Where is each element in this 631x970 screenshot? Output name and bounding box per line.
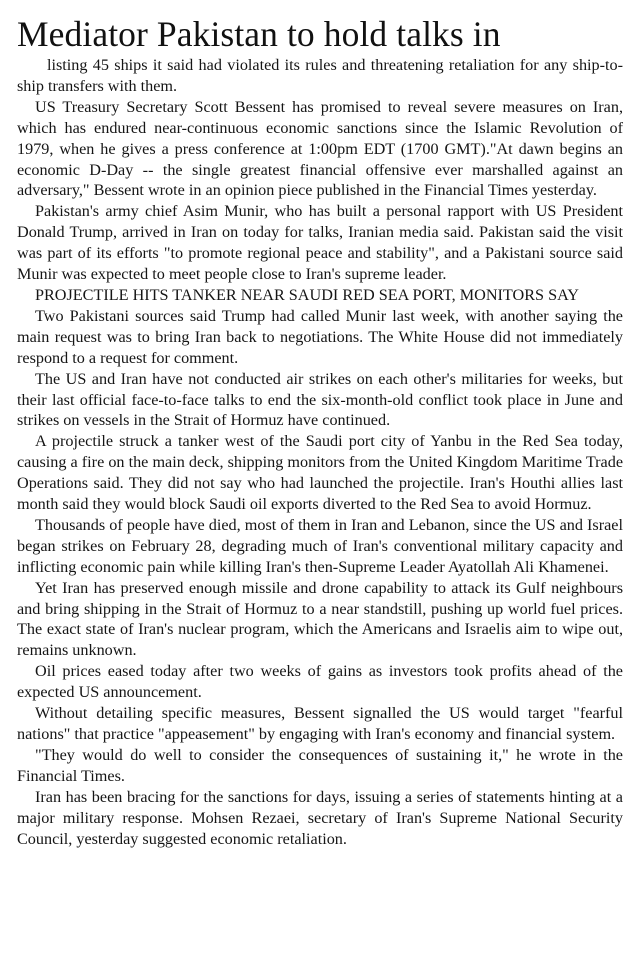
article-paragraph-3: Pakistan's army chief Asim Munir, who has built a personal rapport with US President Donald Trump, arrived in Iran on today for talks, Iranian media said. Pakistan said the visit was part of its efforts "to promote regional peace and stability", and a Pakistani source said Munir was expected to meet people close to Iran's supreme leader. [17,202,623,284]
article-paragraph-8: Yet Iran has preserved enough missile and drone capability to attack its Gulf neighbours and bring shipping in the Strait of Hormuz to a near standstill, pushing up world fuel prices. The exact state of Iran's nuclear program, which the Americans and Israelis aim to wipe out, remains unknown. [17,578,623,660]
article-paragraph-12: Iran has been bracing for the sanctions for days, issuing a series of statements hinting at a major military response. Mohsen Rezaei, secretary of Iran's Supreme National Security Council, yesterday suggested economic retaliation. [17,787,623,848]
article-paragraph-1: listing 45 ships it said had violated its rules and threatening retaliation for any ship-to-ship transfers with them. [17,56,623,95]
article-subheading: PROJECTILE HITS TANKER NEAR SAUDI RED SEA PORT, MONITORS SAY [35,285,579,304]
news-article-clipping [17,14,623,849]
article-body [17,55,623,849]
article-paragraph-5: The US and Iran have not conducted air strikes on each other's militaries for weeks, but their last official face-to-face talks to end the six-month-old conflict took place in June and strikes on vessels in the Strait of Hormuz have continued. [17,369,623,430]
article-paragraph-6: A projectile struck a tanker west of the Saudi port city of Yanbu in the Red Sea today, causing a fire on the main deck, shipping monitors from the United Kingdom Maritime Trade Operations said. They did not say who had launched the projectile. Iran's Houthi allies last month said they would block Saudi oil exports diverted to the Red Sea to avoid Hormuz. [17,432,623,514]
article-paragraph-7: Thousands of people have died, most of them in Iran and Lebanon, since the US and Israel began strikes on February 28, degrading much of Iran's conventional military capacity and inflicting economic pain while killing Iran's then-Supreme Leader Ayatollah Ali Khamenei. [17,515,623,576]
article-paragraph-9: Oil prices eased today after two weeks of gains as investors took profits ahead of the expected US announcement. [17,662,623,702]
article-paragraph-10: Without detailing specific measures, Bessent signalled the US would target "fearful nations" that practice "appeasement" by engaging with Iran's economy and financial system. [17,704,623,743]
article-paragraph-11: "They would do well to consider the consequences of sustaining it," he wrote in the Financial Times. [17,745,623,785]
article-headline: Mediator Pakistan to hold talks in [17,14,501,54]
article-paragraph-4: Two Pakistani sources said Trump had called Munir last week, with another saying the main request was to bring Iran back to negotiations. The White House did not immediately respond to a request for comment. [17,306,623,367]
article-paragraph-2: US Treasury Secretary Scott Bessent has promised to reveal severe measures on Iran, which has endured near-continuous economic sanctions since the Islamic Revolution of 1979, when he gives a press conference at 1:00pm EDT (1700 GMT)."At dawn begins an economic D-Day -- the single greatest financial offensive ever marshalled against an adversary," Bessent wrote in an opinion piece published in the Financial Times yesterday. [17,97,623,200]
